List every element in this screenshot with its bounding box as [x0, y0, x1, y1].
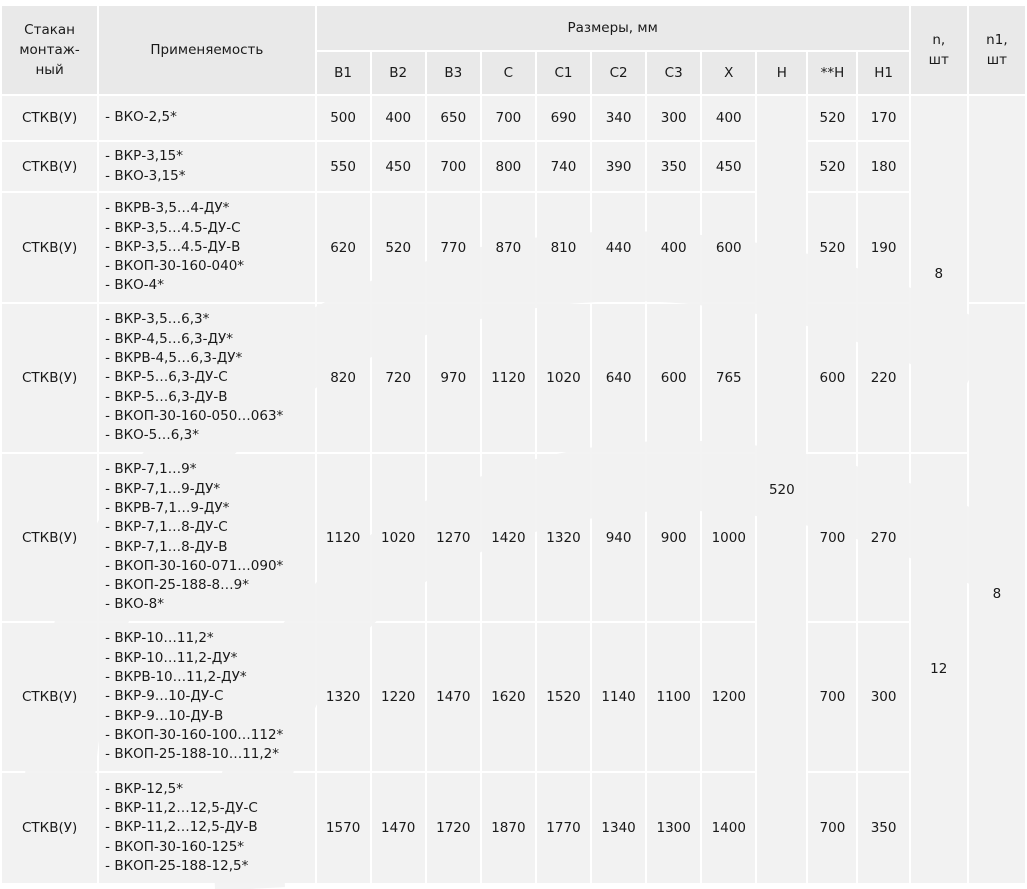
cell-b2: 1470	[372, 773, 425, 883]
applicability-item: - ВКР-3,5…4.5-ДУ-С	[105, 219, 241, 236]
cell-c2: 1340	[592, 773, 645, 883]
applicability-item: - ВКОП-30-160-125*	[105, 838, 245, 855]
cell-x: 1400	[702, 773, 755, 883]
cell-b2: 400	[372, 96, 425, 140]
table-row	[2, 304, 1025, 452]
header-x: X	[702, 52, 755, 94]
applicability-item: - ВКРВ-4,5…6,3-ДУ*	[105, 350, 243, 367]
cell-c1: 740	[537, 142, 590, 191]
cell-b3: 1270	[427, 454, 480, 621]
cell-hh: 600	[808, 304, 856, 452]
cell-c3: 350	[647, 142, 700, 191]
applicability-item: - ВКР-3,5…6,3*	[105, 311, 210, 328]
applicability-item: - ВКОП-25-188-8…9*	[105, 577, 249, 594]
applicability-item: - ВКР-9…10-ДУ-С	[105, 688, 224, 705]
cell-c2: 440	[592, 193, 645, 302]
table-row	[2, 142, 1025, 191]
cell-b1: 500	[317, 96, 370, 140]
header-sizes-group: Размеры, мм	[317, 6, 909, 50]
cell-c2: 1140	[592, 623, 645, 771]
cell-stakan: СТКВ(У)	[2, 623, 97, 771]
cell-c3: 300	[647, 96, 700, 140]
cell-c3: 400	[647, 193, 700, 302]
cell-stakan: СТКВ(У)	[2, 96, 97, 140]
cell-x: 1200	[702, 623, 755, 771]
applicability-item: - ВКО-5…6,3*	[105, 427, 199, 444]
cell-h1: 270	[858, 454, 908, 621]
applicability-item: - ВКО-2,5*	[105, 109, 177, 126]
table-row	[2, 96, 1025, 140]
applicability-item: - ВКР-12,5*	[105, 780, 184, 797]
cell-h1: 190	[858, 193, 908, 302]
cell-c1: 810	[537, 193, 590, 302]
cell-n-group2: 12	[911, 454, 967, 883]
applicability-item: - ВКР-5…6,3-ДУ-В	[105, 388, 228, 405]
cell-c: 870	[482, 193, 535, 302]
applicability-item: - ВКР-3,5…4.5-ДУ-В	[105, 238, 241, 255]
cell-applicability	[99, 623, 314, 771]
table-row	[2, 193, 1025, 302]
cell-hh: 520	[808, 96, 856, 140]
cell-b3: 770	[427, 193, 480, 302]
cell-h1: 300	[858, 623, 908, 771]
header-c1: C1	[537, 52, 590, 94]
cell-stakan: СТКВ(У)	[2, 454, 97, 621]
applicability-item: - ВКР-4,5…6,3-ДУ*	[105, 330, 234, 347]
cell-b2: 1020	[372, 454, 425, 621]
header-c: C	[482, 52, 535, 94]
cell-hh: 700	[808, 623, 856, 771]
header-b1: B1	[317, 52, 370, 94]
cell-b2: 720	[372, 304, 425, 452]
cell-stakan: СТКВ(У)	[2, 304, 97, 452]
applicability-item: - ВКОП-30-160-100…112*	[105, 726, 284, 743]
applicability-item: - ВКР-11,2…12,5-ДУ-В	[105, 819, 258, 836]
header-applicability: Применяемость	[99, 6, 314, 94]
cell-b3: 1470	[427, 623, 480, 771]
cell-c3: 900	[647, 454, 700, 621]
header-stakan: Стакан монтаж- ный	[2, 6, 97, 94]
header-b2: B2	[372, 52, 425, 94]
cell-b2: 520	[372, 193, 425, 302]
cell-hh: 520	[808, 193, 856, 302]
dimensions-table	[0, 4, 1027, 885]
applicability-item: - ВКОП-25-188-12,5*	[105, 857, 249, 874]
cell-c2: 640	[592, 304, 645, 452]
header-n1: n1, шт	[969, 6, 1025, 94]
applicability-item: - ВКРВ-10…11,2-ДУ*	[105, 669, 247, 686]
cell-b2: 450	[372, 142, 425, 191]
cell-c: 1420	[482, 454, 535, 621]
cell-applicability	[99, 304, 314, 452]
applicability-item: - ВКР-9…10-ДУ-В	[105, 707, 224, 724]
cell-h-merged: 520	[757, 96, 806, 883]
cell-c1: 690	[537, 96, 590, 140]
cell-b1: 820	[317, 304, 370, 452]
cell-hh: 700	[808, 773, 856, 883]
cell-n1-empty	[969, 96, 1025, 302]
cell-b3: 700	[427, 142, 480, 191]
cell-applicability	[99, 142, 314, 191]
applicability-item: - ВКОП-25-188-10…11,2*	[105, 746, 280, 763]
header-c3: C3	[647, 52, 700, 94]
cell-applicability	[99, 773, 314, 883]
cell-applicability	[99, 193, 314, 302]
cell-c: 1870	[482, 773, 535, 883]
cell-c3: 1100	[647, 623, 700, 771]
cell-applicability	[99, 96, 314, 140]
cell-n1-group2: 8	[969, 304, 1025, 883]
cell-c3: 600	[647, 304, 700, 452]
cell-x: 600	[702, 193, 755, 302]
cell-hh: 700	[808, 454, 856, 621]
applicability-item: - ВКР-7,1…9-ДУ*	[105, 480, 221, 497]
cell-h1: 170	[858, 96, 908, 140]
header-b3: B3	[427, 52, 480, 94]
cell-b1: 620	[317, 193, 370, 302]
cell-h1: 220	[858, 304, 908, 452]
cell-c3: 1300	[647, 773, 700, 883]
cell-x: 450	[702, 142, 755, 191]
cell-stakan: СТКВ(У)	[2, 773, 97, 883]
cell-c: 800	[482, 142, 535, 191]
applicability-item: - ВКО-4*	[105, 277, 165, 294]
cell-h1: 180	[858, 142, 908, 191]
applicability-item: - ВКР-10…11,2-ДУ*	[105, 649, 238, 666]
cell-b3: 650	[427, 96, 480, 140]
applicability-item: - ВКОП-30-160-050…063*	[105, 407, 284, 424]
table-row	[2, 454, 1025, 621]
cell-c: 1620	[482, 623, 535, 771]
header-hh: **H	[808, 52, 856, 94]
applicability-item: - ВКР-7,1…9*	[105, 461, 197, 478]
cell-b3: 970	[427, 304, 480, 452]
cell-b1: 1120	[317, 454, 370, 621]
header-c2: C2	[592, 52, 645, 94]
cell-x: 765	[702, 304, 755, 452]
cell-hh: 520	[808, 142, 856, 191]
applicability-item: - ВКОП-30-160-040*	[105, 258, 245, 275]
cell-c1: 1020	[537, 304, 590, 452]
cell-c: 1120	[482, 304, 535, 452]
cell-stakan: СТКВ(У)	[2, 142, 97, 191]
cell-b2: 1220	[372, 623, 425, 771]
header-h1: H1	[858, 52, 908, 94]
cell-x: 1000	[702, 454, 755, 621]
cell-b1: 1320	[317, 623, 370, 771]
cell-c: 700	[482, 96, 535, 140]
applicability-item: - ВКО-8*	[105, 596, 165, 613]
cell-c1: 1770	[537, 773, 590, 883]
cell-c1: 1320	[537, 454, 590, 621]
cell-b3: 1720	[427, 773, 480, 883]
header-h: H	[757, 52, 806, 94]
table-row	[2, 623, 1025, 771]
cell-c2: 340	[592, 96, 645, 140]
applicability-item: - ВКРВ-7,1…9-ДУ*	[105, 499, 230, 516]
cell-h1: 350	[858, 773, 908, 883]
applicability-item: - ВКОП-30-160-071…090*	[105, 557, 284, 574]
cell-x: 400	[702, 96, 755, 140]
applicability-item: - ВКР-7,1…8-ДУ-С	[105, 519, 228, 536]
applicability-item: - ВКР-10…11,2*	[105, 630, 214, 647]
cell-c2: 390	[592, 142, 645, 191]
table-row	[2, 773, 1025, 883]
cell-n-group1: 8	[911, 96, 967, 452]
cell-c2: 940	[592, 454, 645, 621]
applicability-item: - ВКР-3,15*	[105, 148, 184, 165]
applicability-item: - ВКР-11,2…12,5-ДУ-С	[105, 800, 258, 817]
applicability-item: - ВКР-5…6,3-ДУ-С	[105, 369, 228, 386]
cell-stakan: СТКВ(У)	[2, 193, 97, 302]
cell-c1: 1520	[537, 623, 590, 771]
applicability-item: - ВКО-3,15*	[105, 167, 186, 184]
applicability-item: - ВКР-7,1…8-ДУ-В	[105, 538, 228, 555]
applicability-item: - ВКРВ-3,5…4-ДУ*	[105, 200, 230, 217]
cell-applicability	[99, 454, 314, 621]
header-n: n, шт	[911, 6, 967, 94]
cell-b1: 550	[317, 142, 370, 191]
cell-b1: 1570	[317, 773, 370, 883]
